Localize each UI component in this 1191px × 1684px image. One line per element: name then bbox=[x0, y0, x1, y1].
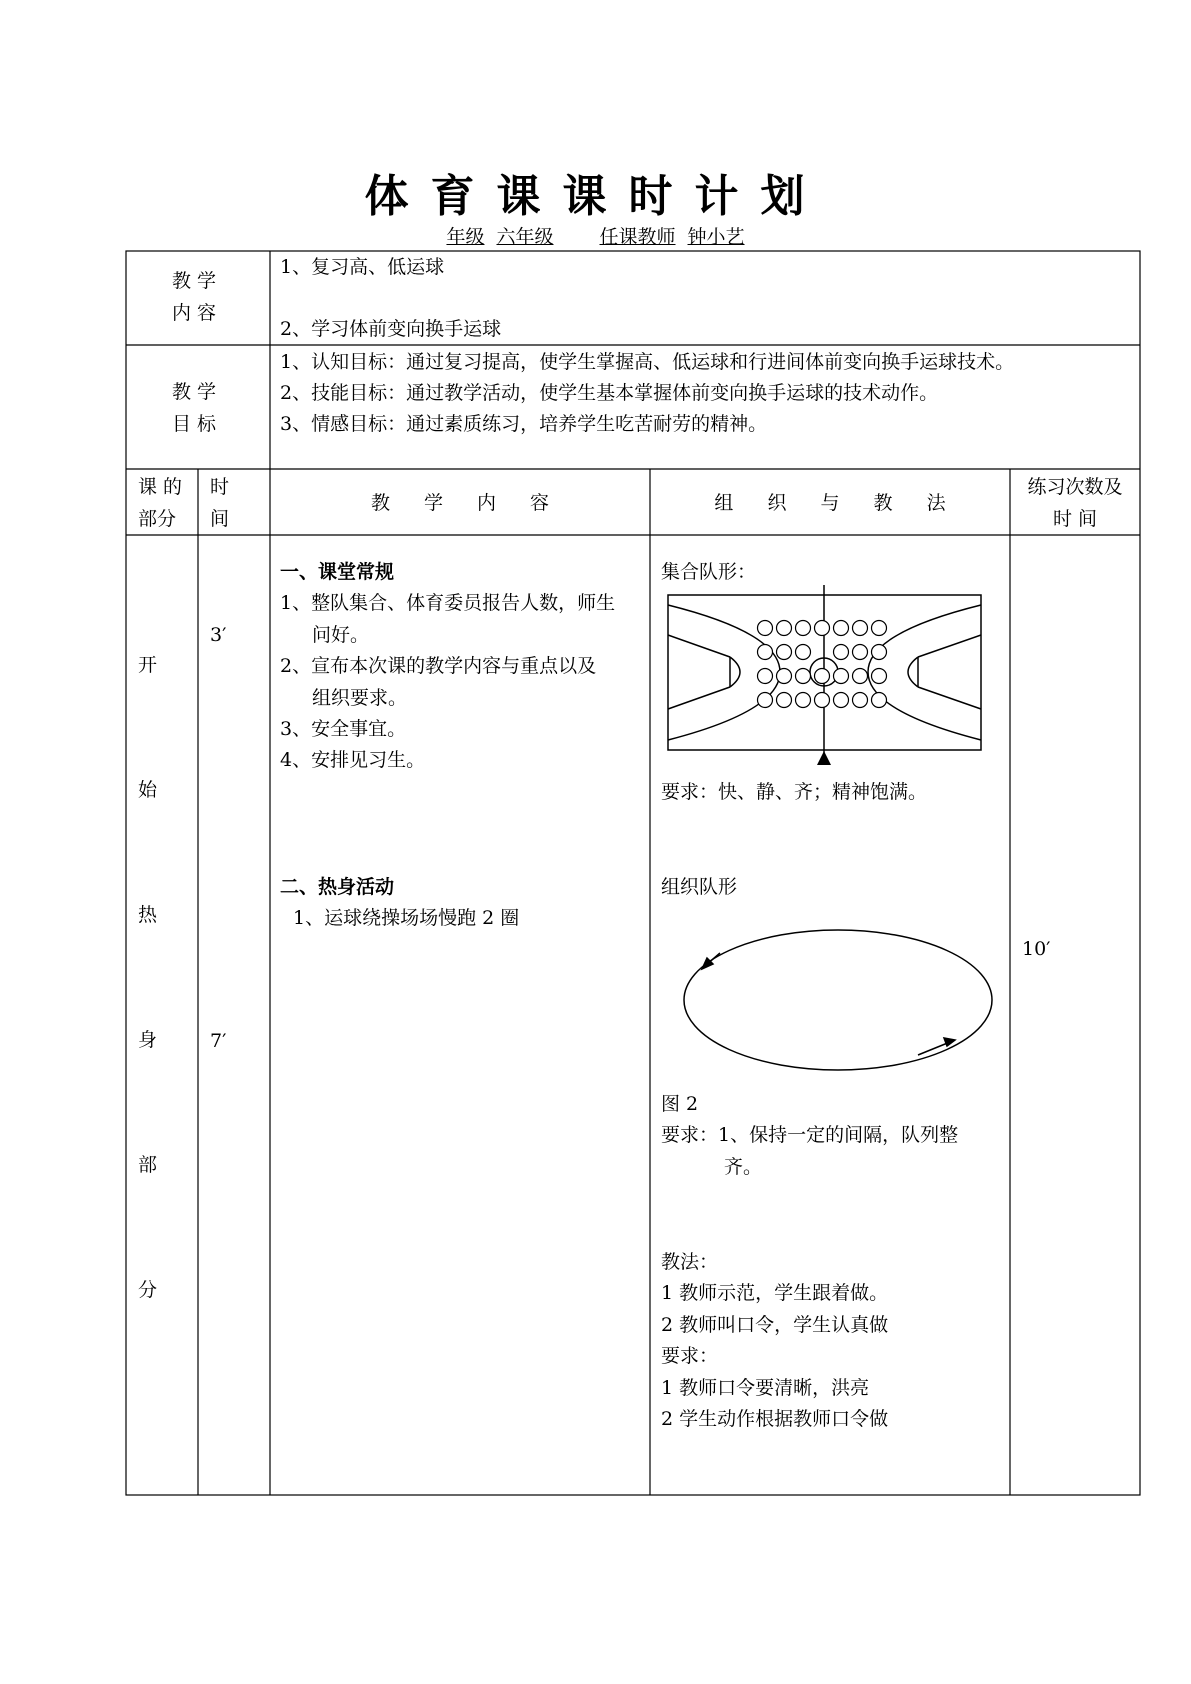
header-practice-1: 练习次数及 bbox=[1027, 476, 1123, 498]
header-time-1: 时 bbox=[210, 476, 230, 498]
student-marker bbox=[834, 693, 849, 708]
student-marker bbox=[853, 645, 868, 660]
student-marker bbox=[758, 645, 773, 660]
header-part-2: 部分 bbox=[138, 508, 177, 530]
header-content: 教 学 内 容 bbox=[370, 492, 550, 514]
time-value-1: 3′ bbox=[210, 624, 227, 646]
student-marker bbox=[872, 693, 887, 708]
teaching-line-4: 要求： bbox=[661, 1345, 719, 1367]
assembly-requirement: 要求：快、静、齐；精神饱满。 bbox=[661, 781, 928, 803]
teaching-line-2: 1 教师示范，学生跟着做。 bbox=[661, 1282, 889, 1304]
basketball-court-diagram bbox=[660, 585, 990, 770]
teaching-line-1: 教法： bbox=[661, 1251, 719, 1273]
student-marker bbox=[758, 669, 773, 684]
student-marker bbox=[815, 669, 830, 684]
org-label: 组织队形 bbox=[661, 876, 738, 898]
header-practice-2: 时 间 bbox=[1052, 508, 1098, 530]
student-marker bbox=[872, 621, 887, 636]
content-item-1: 1、复习高、低运球 bbox=[280, 256, 445, 278]
routine-item-4: 4、安排见习生。 bbox=[280, 749, 426, 771]
page-title: 体育课课时计划 bbox=[364, 171, 827, 222]
student-marker bbox=[796, 621, 811, 636]
student-marker bbox=[853, 693, 868, 708]
student-marker bbox=[853, 669, 868, 684]
content-label-1: 教 学 bbox=[172, 270, 217, 292]
student-marker bbox=[796, 645, 811, 660]
routine-heading: 一、课堂常规 bbox=[280, 561, 395, 583]
assembly-label: 集合队形： bbox=[661, 561, 757, 583]
figure-label: 图 2 bbox=[661, 1093, 699, 1115]
part-char-6: 分 bbox=[138, 1279, 158, 1301]
part-char-4: 身 bbox=[138, 1029, 158, 1051]
grade-value: 六年级 bbox=[496, 226, 554, 248]
content-item-2: 2、学习体前变向换手运球 bbox=[280, 318, 502, 340]
student-marker bbox=[777, 669, 792, 684]
header-part-1: 课 的 bbox=[138, 476, 183, 498]
routine-item-2b: 组织要求。 bbox=[312, 687, 408, 709]
student-marker bbox=[872, 645, 887, 660]
teacher-label: 任课教师 bbox=[599, 226, 676, 248]
part-char-5: 部 bbox=[138, 1154, 158, 1176]
practice-time: 10′ bbox=[1022, 938, 1051, 960]
student-marker bbox=[834, 645, 849, 660]
teaching-line-5: 1 教师口令要清晰，洪亮 bbox=[661, 1377, 870, 1399]
part-char-1: 开 bbox=[138, 654, 158, 676]
student-marker bbox=[853, 621, 868, 636]
routine-item-3: 3、安全事宜。 bbox=[280, 718, 407, 740]
teacher-value: 钟小艺 bbox=[687, 226, 745, 248]
part-char-3: 热 bbox=[138, 904, 158, 926]
student-marker bbox=[815, 693, 830, 708]
goals-label-1: 教 学 bbox=[172, 381, 217, 403]
warmup-item: 1、运球绕操场场慢跑 2 圈 bbox=[293, 907, 520, 929]
subtitle bbox=[0, 222, 1191, 249]
warmup-heading: 二、热身活动 bbox=[280, 876, 395, 898]
student-marker bbox=[796, 693, 811, 708]
teaching-line-6: 2 学生动作根据教师口令做 bbox=[661, 1408, 889, 1430]
student-marker bbox=[815, 621, 830, 636]
requirement-line-1: 要求：1、保持一定的间隔，队列整 bbox=[661, 1124, 959, 1146]
student-marker bbox=[777, 645, 792, 660]
student-marker bbox=[834, 669, 849, 684]
content-label-2: 内 容 bbox=[172, 302, 217, 324]
running-track-diagram bbox=[680, 925, 1000, 1077]
teaching-line-3: 2 教师叫口令，学生认真做 bbox=[661, 1314, 889, 1336]
student-marker bbox=[796, 669, 811, 684]
student-marker bbox=[834, 621, 849, 636]
student-marker bbox=[758, 693, 773, 708]
routine-item-2: 2、宣布本次课的教学内容与重点以及 bbox=[280, 655, 597, 677]
routine-item-1: 1、整队集合、体育委员报告人数，师生 bbox=[280, 592, 616, 614]
goal-item-1: 1、认知目标：通过复习提高，使学生掌握高、低运球和行进间体前变向换手运球技术。 bbox=[280, 351, 1015, 373]
goal-item-3: 3、情感目标：通过素质练习，培养学生吃苦耐劳的精神。 bbox=[280, 413, 768, 435]
time-value-2: 7′ bbox=[210, 1030, 227, 1052]
part-char-2: 始 bbox=[138, 779, 158, 801]
student-marker bbox=[872, 669, 887, 684]
goal-item-2: 2、技能目标：通过教学活动，使学生基本掌握体前变向换手运球的技术动作。 bbox=[280, 382, 939, 404]
goals-label-2: 目 标 bbox=[172, 413, 217, 435]
student-marker bbox=[758, 621, 773, 636]
header-time-2: 间 bbox=[210, 508, 230, 530]
requirement-line-2: 齐。 bbox=[724, 1156, 763, 1178]
student-marker bbox=[777, 693, 792, 708]
routine-item-1b: 问好。 bbox=[312, 624, 370, 646]
header-method: 组 织 与 教 法 bbox=[714, 492, 946, 514]
student-marker bbox=[777, 621, 792, 636]
grade-label: 年级 bbox=[446, 226, 485, 248]
